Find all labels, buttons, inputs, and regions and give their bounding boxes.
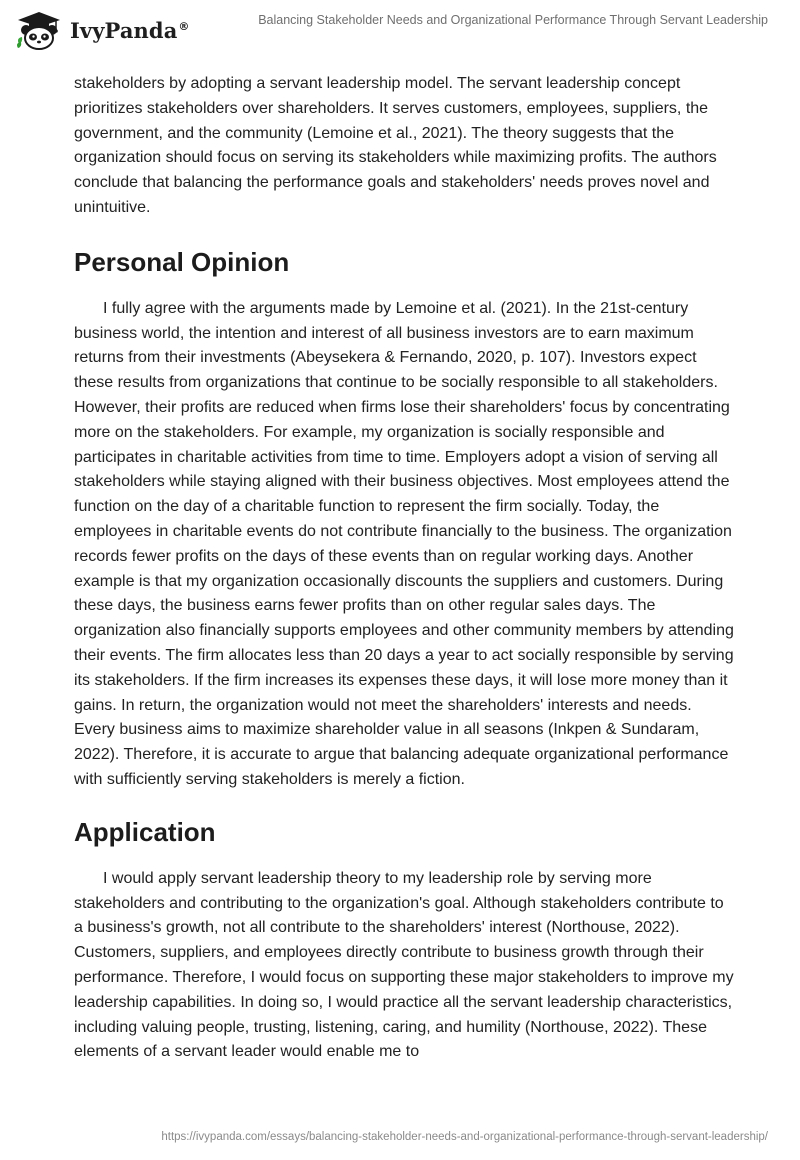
panda-graduation-cap-icon <box>14 10 64 50</box>
page-header <box>0 0 800 62</box>
logo-text: IvyPanda® <box>70 17 190 43</box>
section-heading-application: Application <box>74 816 216 847</box>
document-title: Balancing Stakeholder Needs and Organizational Performance Through Servant Leadership <box>258 13 768 27</box>
intro-paragraph: stakeholders by adopting a servant leadership model. The servant leadership concept prioritizes stakeholders over shareholders. It serves customers, employees, suppliers, the government, and the community (Lemoine et al., 2021). The theory suggests that the organization should focus on serving its stakeholders while maximizing profits. The authors conclude that balancing the performance goals and stakeholders' needs proves novel and unintuitive. <box>74 75 717 216</box>
ivypanda-logo[interactable] <box>14 10 190 50</box>
essay-content <box>74 72 734 1065</box>
section-heading-personal-opinion: Personal Opinion <box>74 246 290 277</box>
application-paragraph: I would apply servant leadership theory to my leadership role by serving more stakeholders and contributing to the organization's goal. Although stakeholders contribute to a business's growth, not all contribute to the shareholders' interest (Northouse, 2022). Customers, suppliers, and employees directly contribute to business growth through their performance. Therefore, I would focus on supporting these major stakeholders to improve my leadership capabilities. In doing so, I would practice all the servant leadership characteristics, including valuing people, trusting, listening, caring, and humility (Northouse, 2022). These elements of a servant leader would enable me to <box>74 869 734 1061</box>
source-url[interactable]: https://ivypanda.com/essays/balancing-stakeholder-needs-and-organizational-performance-through-servant-leadership/ <box>161 1131 768 1143</box>
personal-opinion-paragraph: I fully agree with the arguments made by Lemoine et al. (2021). In the 21st-century business world, the intention and interest of all business investors are to earn maximum returns from their investments (Abeysekera & Fernando, 2020, p. 107). Investors expect these results from organizations that continue to be socially responsible to all stakeholders. However, their profits are reduced when firms lose their shareholders' focus by concentrating more on the stakeholders. For example, my organization is socially responsible and participates in charitable activities from time to time. Employers adopt a vision of serving all stakeholders while staying aligned with their business objectives. Most employees attend the function on the day of a charitable function to represent the firm socially. Today, the employees in charitable events do not contribute financially to the business. The organization records fewer profits on the days of these events than on regular working days. Another example is that my organization occasionally discounts the suppliers and customers. During these days, the business earns fewer profits than on other regular sales days. The organization also financially supports employees and other community members by attending their events. The firm allocates less than 20 days a year to act socially responsible by serving its stakeholders. If the firm increases its expenses these days, it will lose more money than it gains. In return, the organization would not meet the shareholders' interests and needs. Every business aims to maximize shareholder value in all seasons (Inkpen & Sundaram, 2022). Therefore, it is accurate to argue that balancing adequate organizational performance with sufficiently serving stakeholders is merely a fiction. <box>74 299 734 788</box>
